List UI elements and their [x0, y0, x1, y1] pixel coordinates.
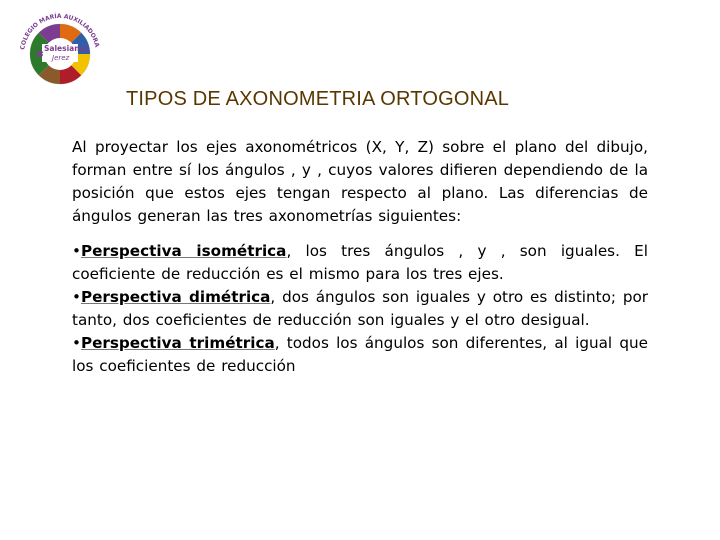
logo-school-name: Salesianas	[44, 44, 90, 53]
type-name: Perspectiva dimétrica	[80, 288, 271, 306]
logo-monogram-icon: ✱	[36, 50, 44, 60]
type-description: , los tres ángulos , y , son iguales. El coeficiente de reducción es el mismo para los tres ejes.	[72, 242, 648, 283]
type-description: , dos ángulos son iguales y otro es distinto; por tanto, dos coeficientes de reducción son iguales y el otro desigual.	[72, 288, 649, 329]
type-description: , todos los ángulos son diferentes, al igual que los coeficientes de reducción	[72, 334, 648, 375]
slide-body	[72, 136, 648, 378]
logo-arc-text: COLEGIO MARÍA AUXILIADORA	[19, 12, 101, 51]
slide-title: TIPOS DE AXONOMETRIA ORTOGONAL	[126, 88, 510, 110]
intro-paragraph: Al proyectar los ejes axonométricos (X, Y, Z) sobre el plano del dibujo, forman entre sí los ángulos , y , cuyos valores difieren dependiendo de la posición que estos ejes tengan respecto al plano. Las diferencias de ángulos generan las tres axonometrías siguientes:	[72, 138, 648, 225]
type-trimetric	[72, 332, 648, 378]
school-logo	[14, 10, 106, 92]
type-isometric	[72, 240, 648, 286]
bullet: •	[72, 242, 81, 260]
type-name: Perspectiva trimétrica	[80, 334, 275, 352]
type-dimetric	[72, 286, 648, 332]
bullet: •	[72, 334, 81, 352]
logo-school-city: Jerez	[52, 54, 70, 62]
bullet: •	[72, 288, 81, 306]
type-name: Perspectiva isométrica	[80, 242, 287, 260]
